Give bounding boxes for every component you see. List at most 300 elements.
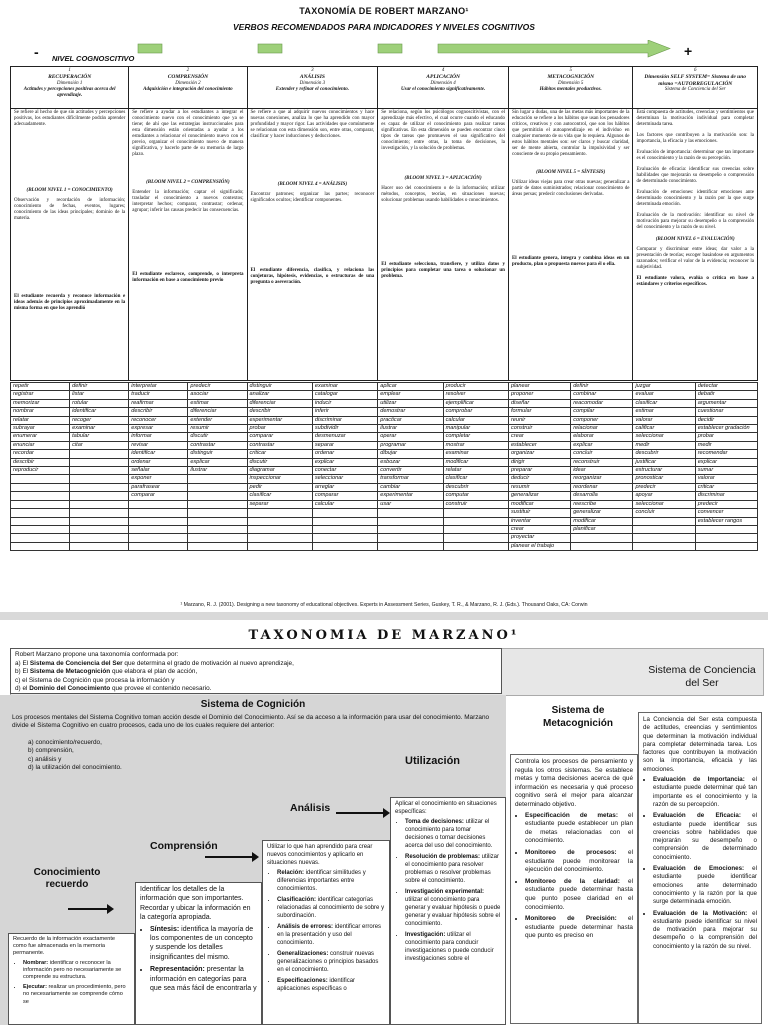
verb-cell: desmenuzar (312, 433, 377, 441)
verb-cell (443, 517, 508, 525)
verbs-row (11, 408, 758, 416)
verb-cell: memorizar (11, 399, 70, 407)
step-comprension: Comprensión (150, 840, 218, 852)
verb-cell: mostrar (443, 441, 508, 449)
verb-cell: registrar (11, 391, 70, 399)
verb-cell (188, 483, 247, 491)
verb-cell (70, 475, 129, 483)
verb-cell (129, 525, 188, 533)
verbs-row (11, 509, 758, 517)
verb-cell: tabular (70, 433, 129, 441)
verb-cell: preparar (508, 467, 570, 475)
verb-cell: discutir (188, 433, 247, 441)
intro-line-a: a) El Sistema de Conciencia del Ser que determina el grado de motivación al nuevo aprendizaje, (15, 659, 294, 667)
verb-cell (11, 517, 70, 525)
verb-cell: reordenar (571, 483, 633, 491)
verb-cell: predecir (695, 500, 757, 508)
verb-cell: subrayar (11, 425, 70, 433)
ser-box: La Conciencia del Ser esta compuesta de actitudes, creencias y sentimientos que determinan la motivación individual para completar determinada tarea. Los factores que contribuyen la motivación son la importancia, eficacia y las emociones. • Evaluación de Importancia: el estudiante puede determinar qué tan importante es el conocimiento y la razón de su percepción. • Evaluación de Eficacia: el estudiante puede identificar sus creencias sobre habilidades que mejorarán su desempeño o comprensión de determinado conocimiento. • Evaluación de Emociones: el estudiante puede identificar emociones ante determinado conocimiento y la razón por la que surge determinada emoción. • Evaluación de la Motivación: el estudiante puede identificar su nivel de motivación para mejorar su desempeño o la comprensión del conocimiento y la razón de su nivel. (638, 712, 762, 1024)
verb-cell: descubrir (633, 450, 695, 458)
verb-cell (188, 500, 247, 508)
verb-cell: relacionar (571, 425, 633, 433)
header-metacognicion: 5 METACOGNICIÓN Dimensión 5 Hábitos mentales productivos. (508, 67, 633, 109)
verb-cell: elaborar (571, 433, 633, 441)
verb-cell: reafirmar (129, 399, 188, 407)
verb-cell: crear (508, 433, 570, 441)
verb-cell: ordenar (129, 458, 188, 466)
verb-cell: producir (443, 383, 508, 391)
verbs-row (11, 492, 758, 500)
verb-cell: identificar (129, 450, 188, 458)
cognitive-level-label: NIVEL COGNOSCITIVO (52, 54, 135, 63)
cognition-panel (0, 695, 506, 1025)
header-aplicacion: 4 APLICACIÓN Dimensión 4 Usar el conocimiento significativamente. (378, 67, 509, 109)
verb-cell: explicar (695, 458, 757, 466)
cognition-title: Sistema de Cognición (200, 699, 306, 710)
verb-cell: combinar (571, 391, 633, 399)
verb-cell (11, 492, 70, 500)
verb-cell (247, 509, 312, 517)
verb-cell (247, 542, 312, 550)
verb-cell (312, 525, 377, 533)
verbs-row (11, 483, 758, 491)
verb-cell (70, 500, 129, 508)
verb-cell: estructurar (633, 467, 695, 475)
verb-cell: sustituir (508, 509, 570, 517)
verb-cell: usar (378, 500, 443, 508)
verb-cell: diagramar (247, 467, 312, 475)
verb-cell: explicar (571, 441, 633, 449)
verb-cell (70, 483, 129, 491)
body-metacognicion: Sin lugar a dudas, una de las metas más importantes de la educación se refiere a los hábitos que usan los pensadores críticos, creativos y con autocontrol, que son los hábitos que permitirán el autoaprendizaje en el individuo en cualquier momento de su vida que lo requiera. Algunos de estos hábitos mentales son: ser claros y buscar claridad, ser de mente abierta, controlar la impulsividad y ser consciente de su propio pensamiento. (BLOOM NIVEL 5 = SÍNTESIS) Utilizar ideas viejas para crear otras nuevas; generalizar a partir de datos suministrados; relacionar conocimiento de áreas persas; predecir conclusiones derivadas. El estudiante genera, integra y combina ideas en un producto, plan o propuesta nuevos para él o ella. (508, 109, 633, 381)
cognitive-level-arrow (38, 40, 728, 64)
verbs-row (11, 441, 758, 449)
verb-cell: comparar (312, 492, 377, 500)
verb-cell: señalar (129, 467, 188, 475)
verb-cell (247, 534, 312, 542)
page-title: TAXONOMÍA DE ROBERT MARZANO¹ (299, 6, 469, 16)
reference-footnote: ¹ Marzano, R. J. (2001). Designing a new taxonomy of educational objectives. Experts in Assessment Series, Guskey, T. R., & Marzano, R. J. (Eds.). Thousand Oaks, CA: Corwin (180, 602, 588, 608)
verb-cell: resumir (188, 425, 247, 433)
verb-cell (571, 534, 633, 542)
arrow-comprension (68, 908, 108, 910)
verb-cell: manipular (443, 425, 508, 433)
verb-cell: seleccionar (633, 500, 695, 508)
verb-cell: relatar (443, 467, 508, 475)
verb-cell: convencer (695, 509, 757, 517)
verb-cell: medir (633, 441, 695, 449)
verbs-row (11, 399, 758, 407)
verb-cell (11, 542, 70, 550)
verb-cell: aplicar (378, 383, 443, 391)
verb-cell: enunciar (11, 441, 70, 449)
header-self-system: 6 Dimensión SELF SYSTEM= Sistema de uno mismo =AUTORREGULACIÓN Sistema de Conciencia del Ser (633, 67, 758, 109)
verb-cell: discriminar (312, 416, 377, 424)
verb-cell: separar (312, 441, 377, 449)
verb-cell: ejemplificar (443, 399, 508, 407)
verb-cell (129, 534, 188, 542)
marzano-diagram-page (0, 620, 768, 1024)
body-recuperacion: Se refiere al hecho de que sin actitudes y percepciones positivas, los estudiantes difícilmente podrán aprender adecuadamente. (BLOOM NIVEL 1 = CONOCIMIENTO) Observación y recordación de información; conocimiento de fechas, eventos, lugares; conocimiento de las ideas principales; dominio de la materia. El estudiante recuerda y reconoce información e ideas además de principios aproximadamente en la misma forma en que los aprendió (11, 109, 129, 381)
verb-cell: interpretar (129, 383, 188, 391)
verb-cell: construir (443, 500, 508, 508)
verb-cell: probar (695, 433, 757, 441)
metacognition-box: Controla los procesos de pensamiento y regula los otros sistemas. Se establece metas y toma decisiones acerca de qué información es necesaria y qué proceso cognitivo será el mejor para alcanzar determinado objetivo. • Especificación de metas: el estudiante puede establecer un plan de metas relacionadas con el conocimiento. • Monitoreo de procesos: el estudiante puede monitorear la ejecución del conocimiento. • Monitoreo de la claridad: el estudiante puede determinar hasta que punto posee claridad en el conocimiento. • Monitoreo de Precisión: el estudiante puede determinar hasta que punto es preciso en (510, 754, 638, 1024)
verb-cell: describir (11, 458, 70, 466)
verb-cell (443, 509, 508, 517)
ser-header: Sistema de Conciencia del Ser (648, 664, 756, 689)
step-analisis: Análisis (290, 802, 331, 814)
verb-cell: definir (571, 383, 633, 391)
verb-cell: reorganizar (571, 475, 633, 483)
verb-cell (695, 542, 757, 550)
verb-cell: establecer rangos (695, 517, 757, 525)
verb-cell: separar (247, 500, 312, 508)
verb-cell (129, 509, 188, 517)
intro-line: Robert Marzano propone una taxonomía conformada por: (15, 651, 179, 658)
verb-cell: contrastar (247, 441, 312, 449)
verbs-row (11, 416, 758, 424)
verb-cell: experimentar (378, 492, 443, 500)
verb-cell: diferenciar (188, 408, 247, 416)
verb-cell: planear el trabajo (508, 542, 570, 550)
verb-cell: detectar (695, 383, 757, 391)
verb-cell: computar (443, 492, 508, 500)
verb-cell: asociar (188, 391, 247, 399)
verb-cell: definir (70, 383, 129, 391)
verb-cell: extender (188, 416, 247, 424)
verb-cell (247, 525, 312, 533)
verb-cell (70, 458, 129, 466)
verb-cell: exponer (129, 475, 188, 483)
verb-cell: traducir (129, 391, 188, 399)
verbs-row (11, 475, 758, 483)
verb-cell: probar (247, 425, 312, 433)
verb-cell: reconstruir (571, 458, 633, 466)
verb-cell: cuestionar (695, 408, 757, 416)
verbs-row (11, 534, 758, 542)
verb-cell: distinguir (247, 383, 312, 391)
verb-cell (11, 509, 70, 517)
intro-line-c: c) el Sistema de Cognición que procesa la información y (15, 676, 175, 684)
verb-cell (11, 500, 70, 508)
verb-cell: subdividir (312, 425, 377, 433)
verb-cell (11, 483, 70, 491)
verb-cell: justificar (633, 458, 695, 466)
verb-cell (188, 492, 247, 500)
dimensions-table (10, 66, 758, 381)
verb-cell: clasificar (247, 492, 312, 500)
verb-cell: revisar (129, 441, 188, 449)
arrow-analisis (205, 856, 253, 858)
verb-cell: completar (443, 433, 508, 441)
verb-cell: informar (129, 433, 188, 441)
verb-cell: modificar (443, 458, 508, 466)
verb-cell (70, 517, 129, 525)
verbs-row (11, 542, 758, 550)
verb-cell (378, 534, 443, 542)
verb-cell: argumentar (695, 399, 757, 407)
arrow-utilizacion (336, 812, 384, 814)
verb-cell (378, 517, 443, 525)
verb-cell: planear (508, 383, 570, 391)
verb-cell (247, 517, 312, 525)
verb-cell: parafrasear (129, 483, 188, 491)
verb-cell (378, 509, 443, 517)
verb-cell: decidir (695, 416, 757, 424)
page-divider (0, 612, 768, 620)
verb-cell: apoyar (633, 492, 695, 500)
verb-cell (571, 542, 633, 550)
verb-cell: valorar (633, 416, 695, 424)
verb-cell: citar (70, 441, 129, 449)
verbs-row (11, 458, 758, 466)
verb-cell: criticar (695, 483, 757, 491)
verb-cell: sumar (695, 467, 757, 475)
verb-cell: describir (247, 408, 312, 416)
verb-cell: arreglar (312, 483, 377, 491)
verb-cell: pronosticar (633, 475, 695, 483)
verb-cell (312, 542, 377, 550)
verb-cell (70, 467, 129, 475)
verb-cell: desarrolla (571, 492, 633, 500)
plus-sign: + (684, 43, 693, 59)
verb-cell (312, 517, 377, 525)
verb-cell: listar (70, 391, 129, 399)
verbs-table (10, 382, 758, 551)
verb-cell: componer (571, 416, 633, 424)
verb-cell: crear (508, 525, 570, 533)
verbs-row (11, 433, 758, 441)
verb-cell (443, 525, 508, 533)
cognition-text: Los procesos mentales del Sistema Cognitivo toman acción desde el Dominio del Conocimiento. Así se da acceso a la información para usar del conocimiento. Marzano divide el Sistema Cognitivo en cuatro procesos, cada uno de los cuales requiere del anterior: (12, 714, 490, 730)
verb-cell: inferir (312, 408, 377, 416)
verb-cell (70, 534, 129, 542)
verb-cell: cambiar (378, 483, 443, 491)
verb-cell (188, 534, 247, 542)
verb-cell (188, 542, 247, 550)
verb-cell: catalogar (312, 391, 377, 399)
verb-cell: diferenciar (247, 399, 312, 407)
verb-cell (129, 542, 188, 550)
header-recuperacion: 1 RECUPERACIÓN Dimensión 1 Actitudes y percepciones positivas acerca del aprendizaje. (11, 67, 129, 109)
verb-cell: operar (378, 433, 443, 441)
verb-cell: organizar (508, 450, 570, 458)
verb-cell: identificar (70, 408, 129, 416)
page-subtitle: VERBOS RECOMENDADOS PARA INDICADORES Y NIVELES COGNITIVOS (233, 22, 535, 32)
verb-cell: criticar (247, 450, 312, 458)
verb-cell (633, 517, 695, 525)
verb-cell: utilizar (378, 399, 443, 407)
body-aplicacion: Se relaciona, según los psicólogos cognoscitivistas, con el aprendizaje más efectivo, el cual ocurre cuando el educando es capaz de utilizar el conocimiento para realizar tareas significativas. En esta dimensión se pueden encontrar cinco tipos de tareas que promueven el uso significativo del conocimiento; entre otras, la toma de decisiones, la investigación, y la solución de problemas. (BLOOM NIVEL 3 = APLICACIÓN) Hacer uso del conocimiento o de la información; utilizar métodos, conceptos, teorías, en situaciones nuevas; solucionar problemas usando habilidades o conocimientos. El estudiante selecciona, transfiere, y utiliza datos y principios para completar una tarea o solucionar un problema. (378, 109, 509, 381)
verb-cell: recoger (70, 416, 129, 424)
verb-cell: diseñar (508, 399, 570, 407)
utilizacion-box: Aplicar el conocimiento en situaciones específicas: • Toma de decisiones: utilizar el conocimiento para tomar decisiones o tomar decisiones acerca del uso del conocimiento. • Resolución de problemas: utilizar el conocimiento para resolver problemas o resolver problemas sobre el conocimiento. • Investigación experimental: utilizar el conocimiento para generar y evaluar hipótesis o puede generar y evaluar hipótesis sobre el conocimiento. • Investigación: utilizar el conocimiento para conducir investigaciones o puede conducir investigaciones sobre el (390, 797, 506, 1025)
verb-cell: seleccionar (312, 475, 377, 483)
verb-cell: planificar (571, 525, 633, 533)
verbs-row (11, 425, 758, 433)
verb-cell: calificar (633, 425, 695, 433)
verb-cell: construir (508, 425, 570, 433)
verb-cell (188, 517, 247, 525)
verb-cell: discutir (247, 458, 312, 466)
verb-cell: esbozar (378, 458, 443, 466)
verb-cell: conectar (312, 467, 377, 475)
verb-cell (129, 500, 188, 508)
verb-cell: evaluar (633, 391, 695, 399)
verb-cell: proyectar (508, 534, 570, 542)
intro-box (10, 648, 502, 694)
verb-cell (312, 534, 377, 542)
verb-cell: establecer (508, 441, 570, 449)
verb-cell: valorar (695, 475, 757, 483)
verb-cell: describir (129, 408, 188, 416)
verbs-row (11, 391, 758, 399)
metacognition-header: Sistema de Metacognición (542, 705, 613, 729)
verb-cell: explicar (312, 458, 377, 466)
verb-cell: contrastar (188, 441, 247, 449)
verb-cell (70, 509, 129, 517)
verb-cell: dibujar (378, 450, 443, 458)
verb-cell (443, 534, 508, 542)
verb-cell: predecir (188, 383, 247, 391)
body-self-system: Está compuesta de actitudes, creencias y sentimientos que determinan la motivación individual para completar determinada tarea. Los factores que contribuyen a la motivación son: la importancia, la eficacia y las emociones. Evaluación de importancia: determinar que tan importante es el conocimiento y la razón de su percepción. Evaluación de eficacia: identificar sus creencias sobre habilidades que mejorarán su desempeño o comprensión de determinado conocimiento. Evaluación de emociones: identificar emociones ante determinado conocimiento y la razón por la que surge determinada emoción. Evaluación de la motivación: identificar su nivel de motivación para mejorar su desempeño o la comprensión del conocimiento y la razón de su nivel. (BLOOM NIVEL 6 = EVALUACIÓN) Comparar y discriminar entre ideas; dar valor a la presentación de teorías; escoger basándose en argumentos razonados; verificar el valor de la evidencia; reconocer la subjetividad. El estudiante valora, evalúa o critica en base a estándares y criterios específicos. (633, 109, 758, 381)
verb-cell: seleccionar (633, 433, 695, 441)
analisis-box: Utilizar lo que han aprendido para crear nuevos conocimientos y aplicarlo en situaciones nuevas. • Relación: identificar similitudes y diferencias importantes entre conocimientos. • Clasificación: identificar categorías relacionadas al conocimiento de sobre y subordinación. • Análisis de errores: identificar errores en la presentación y uso del conocimiento. • Generalizaciones: construir nuevas generalizaciones o principios basados en el conocimiento. • Especificaciones: identificar aplicaciones específicas o (262, 840, 390, 1025)
verb-cell: inventar (508, 517, 570, 525)
verb-cell: pedir (247, 483, 312, 491)
verb-cell: reunir (508, 416, 570, 424)
verb-cell: calcular (443, 416, 508, 424)
verb-cell: modificar (508, 500, 570, 508)
step-conocimiento: Conocimiento recuerdo (33, 867, 101, 890)
verb-cell: transformar (378, 475, 443, 483)
verb-cell (633, 542, 695, 550)
body-analisis: Se refiere a que al adquirir nuevos conocimientos y hace nuevas conexiones, analiza lo que ha aprendido con mayor profundidad y mayor rigor. Las actividades que comúnmente se relacionan con esta dimensión son, entre otras, comparar, clasificar y hacer inducciones y deducciones. (BLOOM NIVEL 4 = ANÁLISIS) Encontrar patrones; organizar las partes; reconocer significados ocultos; identificar componentes. El estudiante diferencia, clasifica, y relaciona las conjeturas, hipótesis, evidencias, o estructuras de una pregunta o aseveración. (247, 109, 378, 381)
verb-cell: proponer (508, 391, 570, 399)
verb-cell (11, 525, 70, 533)
verb-cell: explicar (188, 458, 247, 466)
verb-cell: idear (571, 467, 633, 475)
verb-cell: examinar (70, 425, 129, 433)
verbs-row (11, 467, 758, 475)
verb-cell: debatir (695, 391, 757, 399)
verb-cell: establecer gradación (695, 425, 757, 433)
verb-cell: descubrir (443, 483, 508, 491)
verb-cell: modificar (571, 517, 633, 525)
verb-cell: clasificar (443, 475, 508, 483)
verb-cell (695, 534, 757, 542)
verb-cell: convertir (378, 467, 443, 475)
verb-cell: recordar (11, 450, 70, 458)
verb-cell: resumir (508, 483, 570, 491)
verbs-row (11, 450, 758, 458)
verb-cell: comparar (247, 433, 312, 441)
verbs-row (11, 525, 758, 533)
verb-cell: comparar (129, 492, 188, 500)
verb-cell (70, 492, 129, 500)
verb-cell: ordenar (312, 450, 377, 458)
verb-cell: juzgar (633, 383, 695, 391)
verb-cell: recomendar (695, 450, 757, 458)
verb-cell (378, 542, 443, 550)
verb-cell: enumerar (11, 433, 70, 441)
verb-cell (129, 517, 188, 525)
verb-cell: ilustrar (188, 467, 247, 475)
verb-cell: experimentar (247, 416, 312, 424)
verb-cell (633, 525, 695, 533)
verb-cell: resolver (443, 391, 508, 399)
conocimiento-box: Recuerdo de la información exactamente como fue almacenada en la memoria permanente. • Nombrar: identificar o reconocer la información pero no necesariamente se comprende su estructura. • Ejecutar: realizar un procedimiento, pero no necesariamente se comprende cómo se (8, 933, 135, 1025)
verb-cell: compilar (571, 408, 633, 416)
step-utilizacion: Utilización (405, 755, 461, 767)
verb-cell (312, 509, 377, 517)
verb-cell: programar (378, 441, 443, 449)
diagram-title: TAXONOMIA DE MARZANO¹ (248, 628, 520, 643)
verbs-row (11, 517, 758, 525)
verb-cell (70, 450, 129, 458)
intro-line-d: d) el Dominio del Conocimiento que provee el contenido necesario. (15, 685, 212, 693)
verb-cell: estimar (188, 399, 247, 407)
verb-cell: nombrar (11, 408, 70, 416)
body-comprension: Se refiere a ayudar a los estudiantes a integrar el conocimiento nuevo con el conocimiento que ya se tiene; de ahí que las estrategias instruccionales para esta dimensión están orientadas a ayudar a los estudiantes a relacionar el conocimiento nuevo con el previo, organizar el conocimiento nuevo de manera significativa, y hacerlo parte de su memoria de largo plazo. (BLOOM NIVEL 2 = COMPRENSIÓN) Entender la información; captar el significado; trasladar el conocimiento a nuevos contextos; interpretar hechos; comparar, contrastar; ordenar, agrupar; inferir las causas predecir las consecuencias. El estudiante esclarece, comprende, o interpreta información en base a conocimiento previo (129, 109, 247, 381)
minus-sign: - (34, 44, 39, 60)
verb-cell: distinguir (188, 450, 247, 458)
verb-cell: inducir (312, 399, 377, 407)
intro-line-b: b) El Sistema de Metacognición que elabora el plan de acción, (15, 668, 198, 676)
verb-cell: examinar (312, 383, 377, 391)
verb-cell: practicar (378, 416, 443, 424)
verb-cell: relatar (11, 416, 70, 424)
verb-cell (188, 525, 247, 533)
verb-cell (188, 509, 247, 517)
header-analisis: 3 ANÁLISIS Dimensión 3 Extender y refinar el conocimiento. (247, 67, 378, 109)
verb-cell (695, 525, 757, 533)
verb-cell: repetir (11, 383, 70, 391)
verb-cell: analizar (247, 391, 312, 399)
comprension-box: Identificar los detalles de la información que son importantes. Recordar y ubicar la información en la categoría apropiada. • Síntesis: identifica la mayoría de los componentes de un concepto y suspende los detalles insignificantes del mismo. • Representación: presentar la información en categorías para que sea más fácil de encontrarla y (135, 882, 262, 1025)
header-comprension: 2 COMPRENSIÓN Dimensión 2 Adquisición e integración del conocimiento (129, 67, 247, 109)
verb-cell: discriminar (695, 492, 757, 500)
verb-cell: generalizar (508, 492, 570, 500)
verb-cell: comprobar (443, 408, 508, 416)
verb-cell: generalizar (571, 509, 633, 517)
verb-cell: concluir (633, 509, 695, 517)
verb-cell: inspeccionar (247, 475, 312, 483)
verb-cell: calcular (312, 500, 377, 508)
verb-cell (11, 475, 70, 483)
verb-cell: predecir (633, 483, 695, 491)
verb-cell (70, 525, 129, 533)
verb-cell (70, 542, 129, 550)
verb-cell: reproducir (11, 467, 70, 475)
verb-cell (633, 534, 695, 542)
verb-cell (378, 525, 443, 533)
verb-cell: emplear (378, 391, 443, 399)
verb-cell (11, 534, 70, 542)
verb-cell: reacomodar (571, 399, 633, 407)
verb-cell: medir (695, 441, 757, 449)
verb-cell: reconocer (129, 416, 188, 424)
verbs-row (11, 383, 758, 391)
verb-cell: examinar (443, 450, 508, 458)
verb-cell: rotular (70, 399, 129, 407)
verb-cell: deducir (508, 475, 570, 483)
cognition-list: a) conocimiento/recuerdo, b) comprensión, c) análisis y d) la utilización del conocimiento. (28, 739, 122, 772)
verb-cell: demostrar (378, 408, 443, 416)
verb-cell: dirigir (508, 458, 570, 466)
verb-cell (188, 475, 247, 483)
